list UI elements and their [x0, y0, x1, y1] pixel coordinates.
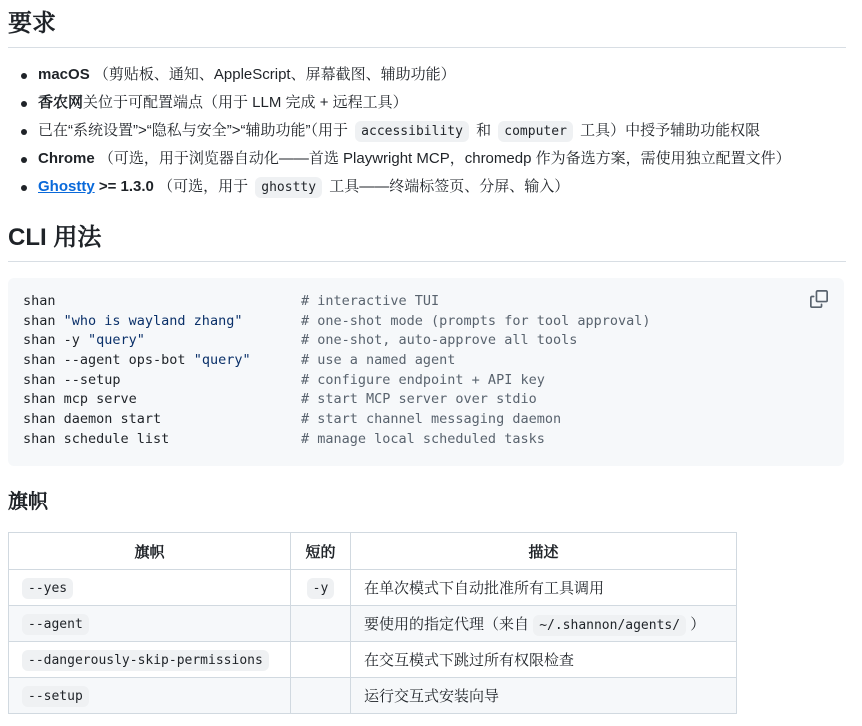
flags-heading: 旗帜 [8, 491, 48, 513]
inline-code: ~/.shannon/agents/ [533, 615, 686, 636]
list-item [38, 145, 848, 173]
cli-code-block [8, 278, 844, 466]
code-comment: # one-shot mode (prompts for tool approval) [301, 312, 651, 329]
table-row [9, 678, 737, 714]
list-item [38, 117, 848, 145]
code-string: "query" [193, 352, 251, 369]
flag-description: 在单次模式下自动批准所有工具调用 [364, 580, 605, 597]
req-ghostty-version: >= 1.3.0 [98, 178, 154, 195]
column-header: 短的 [291, 533, 351, 570]
copy-icon [810, 290, 828, 308]
code-line [23, 312, 651, 332]
req-access-mid: 和 [476, 122, 492, 139]
code-command: shan schedule list [23, 430, 170, 447]
req-macos-label: macOS [38, 66, 90, 83]
code-command: shan [23, 312, 64, 329]
code-line [23, 292, 651, 312]
code-command: shan [23, 293, 56, 309]
code-comment: # use a named agent [301, 352, 456, 369]
code-line [23, 331, 651, 351]
flags-table [8, 532, 737, 714]
req-ghostty-post: 工具——终端标签页、分屏、输入） [329, 178, 570, 195]
list-item [38, 89, 848, 117]
table-row [9, 570, 737, 606]
code-comment: # start MCP server over stdio [301, 391, 537, 408]
code-comment: # interactive TUI [301, 293, 440, 309]
flag-code: --dangerously-skip-permissions [22, 650, 269, 671]
code-command: shan --agent ops-bot [23, 352, 194, 369]
inline-code: computer [498, 121, 573, 142]
req-chrome-text: （可选，用于浏览器自动化——首选 Playwright MCP，chromedp 作为备选方案，需使用独立配置文件） [98, 150, 791, 167]
code-comment: # manage local scheduled tasks [301, 430, 545, 447]
req-ghostty-pre: （可选，用于 [158, 178, 249, 195]
code-comment: # configure endpoint + API key [301, 371, 545, 388]
flag-code: --yes [22, 578, 73, 599]
table-row [9, 642, 737, 678]
code-line [23, 410, 651, 430]
req-chrome-label: Chrome [38, 150, 95, 167]
list-item [38, 61, 848, 89]
column-header: 旗帜 [9, 533, 291, 570]
code-line [23, 351, 651, 371]
flag-description: 在交互模式下跳过所有权限检查 [364, 652, 575, 669]
code-command: shan --setup [23, 371, 121, 388]
code-line [23, 430, 651, 450]
code-lines [23, 292, 651, 450]
code-command: shan mcp serve [23, 391, 137, 408]
req-network-text: 关位于可配置端点（用于 LLM 完成 + 远程工具） [83, 94, 408, 111]
flag-description-suffix: ） [690, 616, 706, 633]
requirements-list [8, 61, 848, 201]
table-header-row [9, 533, 737, 570]
code-comment: # one-shot, auto-approve all tools [301, 332, 578, 349]
req-network-label: 香农网 [38, 94, 84, 111]
flag-description: 运行交互式安装向导 [364, 688, 500, 705]
ghostty-link[interactable]: Ghostty [38, 178, 95, 195]
inline-code: accessibility [355, 121, 469, 142]
list-item [38, 173, 848, 201]
inline-code: ghostty [255, 177, 322, 198]
flag-description: 要使用的指定代理（来自 [364, 616, 530, 633]
flag-code: --agent [22, 614, 89, 635]
code-comment: # start channel messaging daemon [301, 411, 562, 428]
copy-button[interactable] [810, 290, 830, 310]
flag-code: --setup [22, 686, 89, 707]
req-access-post: 工具）中授予辅助功能权限 [580, 122, 761, 139]
req-access-pre: 已在“系统设置”>“隐私与安全”>“辅助功能”（用于 [38, 122, 348, 139]
table-row [9, 606, 737, 642]
cli-usage-heading: CLI 用法 [8, 223, 846, 262]
code-string: "who is wayland zhang" [63, 312, 243, 329]
code-command: shan -y [23, 332, 89, 349]
column-header: 描述 [351, 533, 737, 570]
short-flag-code: -y [307, 578, 335, 599]
code-line [23, 371, 651, 391]
code-line [23, 390, 651, 410]
code-command: shan daemon start [23, 411, 162, 428]
code-string: "query" [88, 332, 145, 349]
req-macos-text: （剪贴板、通知、AppleScript、屏幕截图、辅助功能） [93, 66, 456, 83]
requirements-heading: 要求 [8, 9, 846, 48]
